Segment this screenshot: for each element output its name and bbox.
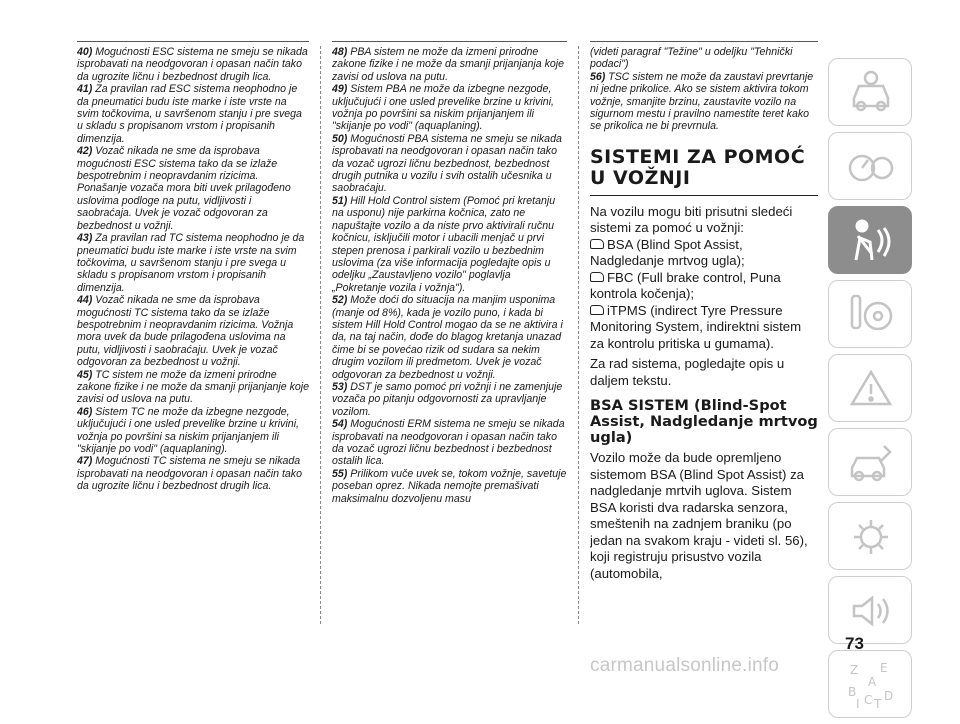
- note-56: [590, 71, 818, 133]
- bullet-text: iTPMS (indirect Tyre Pressure Monitoring System, indirektni sistem za kontrolu pritiska u gumama).: [590, 302, 802, 351]
- left-column: [77, 46, 309, 493]
- note-text: Sistem PBA ne može da izbegne nezgode, uključujući i one usled prevelike brzine u krivini, vožnja po površini sa niskim prijanjanjem ili "skijanje po vodi" (aquaplaning).: [332, 83, 554, 133]
- section-title: SISTEMI ZA POMOĆ U VOŽNJI: [590, 147, 818, 196]
- car-bullet-icon: [590, 305, 604, 315]
- paragraph: Vozilo može da bude opremljeno sistemom BSA (Blind Spot Assist) za nadgledanje mrtvih uglova. Sistem BSA koristi dva radarska senzora, smeštenih na zadnjem braniku (po jedan na svakom kraju - videti sl. 56), koji registruju prisustvo vozila (automobila,: [590, 450, 808, 581]
- note-text: Vozač nikada ne sme da isprobava mogućnosti TC sistema tako da se izlaže bespotrebnim i neopravdanim rizicima. Vožnja mora uvek da bude prilagođena uslovima na putu, vidljivosti i saobraćaju. Uvek je vozač odgovoran za bezbednost u vožnji.: [77, 294, 294, 369]
- note-text: Sistem TC ne može da izbegne nezgode, uključujući i one usled prevelike brzine u krivini, vožnja po površini sa niskim prijanjanjem ili "skijanje po vodi" (aquaplaning).: [77, 405, 299, 455]
- note-text: DST je samo pomoć pri vožnji i ne zamenjuje vozača po pitanju odgovornosti za upravljanje vozilom.: [332, 380, 563, 418]
- safety-note: [332, 294, 567, 381]
- bullet-item: [590, 237, 818, 270]
- note-number: 40): [77, 46, 93, 58]
- index-letter: C: [864, 693, 873, 707]
- tab-car-info[interactable]: [828, 58, 912, 126]
- tab-dashboard[interactable]: [828, 132, 912, 200]
- middle-column: [332, 46, 567, 505]
- bullet-text: BSA (Blind Spot Assist, Nadgledanje mrtvog ugla);: [590, 236, 745, 269]
- note-text: Mogućnosti TC sistema ne smeju se nikada isprobavati na neodgovoran i opasan način tako da ugrozite ličnu i bezbednost drugih lica.: [77, 455, 302, 493]
- safety-note: [77, 145, 309, 232]
- note-text: Za pravilan rad ESC sistema neophodno je da pneumatici budu iste marke i iste vrste na svim točkovima, u savršenom stanju i pre svega u skladu s propisanom vrstom i propisanih dimenzija.: [77, 83, 302, 145]
- index-letter: D: [884, 689, 894, 703]
- tab-maintenance[interactable]: [828, 502, 912, 570]
- chapter-tabs: [828, 58, 912, 724]
- safety-note: [77, 46, 309, 83]
- paragraph: Za rad sistema, pogledajte opis u daljem tekstu.: [590, 356, 785, 388]
- note-number: 44): [77, 294, 93, 307]
- tab-warning-lights[interactable]: [828, 354, 912, 422]
- technical-data-icon: [846, 512, 896, 562]
- alphabet-index-icon: [846, 660, 896, 710]
- note-number: 43): [77, 232, 93, 245]
- index-letter: Z: [850, 663, 859, 677]
- note-number: 50): [332, 132, 348, 145]
- dashboard-gauge-icon: [846, 142, 896, 192]
- maintenance-car-icon: [846, 438, 896, 488]
- safety-note: [77, 294, 309, 368]
- page-number: 73: [845, 634, 864, 653]
- column-divider: [578, 46, 579, 624]
- index-letter: E: [880, 661, 888, 675]
- note-number: 48): [332, 46, 348, 58]
- note-number: 52): [332, 294, 348, 307]
- note-number: 41): [77, 83, 93, 96]
- car-info-icon: [846, 68, 896, 118]
- safety-note: [77, 369, 309, 406]
- note-text: TC sistem ne može da izmeni prirodne zakone fizike i ne može da smanji prijanjanje koje zavisi od uslova na putu.: [77, 368, 309, 406]
- safety-note: [77, 232, 309, 294]
- index-letter: I: [856, 697, 860, 710]
- note-number: 53): [332, 380, 348, 393]
- tab-starting-driving[interactable]: [828, 280, 912, 348]
- bullet-item: [590, 270, 818, 303]
- tab-alphabetical-index[interactable]: [828, 650, 912, 718]
- right-column: [590, 46, 818, 582]
- index-letter: B: [848, 685, 857, 699]
- note-continuation: (videti paragraf "Težine" u odeljku "Tehnički podaci"): [590, 46, 793, 71]
- index-letter: T: [874, 697, 882, 710]
- car-bullet-icon: [590, 239, 604, 249]
- safety-note: [332, 83, 567, 133]
- note-text: Hill Hold Control sistem (Pomoć pri kretanju na usponu) nije parkirna kočnica, zato ne napuštajte vozilo a da niste prvo aktivirali ručnu kočnicu, isključili motor i ubacili menjač u prvi stepen prenosa i parkirali vozilo u bezbednim uslovima (za više informacija pogledajte opis u odeljku „Zaustavljeno vozilo" poglavlja „Pokretanje vozila i vožnja").: [332, 194, 556, 294]
- tab-emergency[interactable]: [828, 428, 912, 496]
- note-text: Prilikom vuče uvek se, tokom vožnje, savetuje poseban oprez. Nikada nemojte premašivati maksimalnu dozvoljenu masu: [332, 467, 567, 505]
- note-number: 46): [77, 405, 93, 418]
- subsection-title: BSA SISTEM (Blind-Spot Assist, Nadgledanje mrtvog ugla): [590, 397, 818, 447]
- car-bullet-icon: [590, 272, 604, 282]
- safety-note: [77, 455, 309, 492]
- note-number: 47): [77, 455, 93, 468]
- note-text: TSC sistem ne može da zaustavi prevrtanje ni jedne prikolice. Ako se sistem aktivira tokom vožnje, smanjite brzinu, zaustavite vozilo na sigurnom mestu i pravilno namestite teret kako se prikolica ne bi prevrnula.: [590, 70, 814, 133]
- tab-multimedia[interactable]: [828, 576, 912, 644]
- index-letter: A: [868, 675, 877, 689]
- note-text: Za pravilan rad TC sistema neophodno je da pneumatici budu iste marke i iste vrste na svim točkovima, u savršenom stanju i pre svega u skladu s propisanom vrstom i propisanih dimenzija.: [77, 232, 305, 294]
- multimedia-icon: [846, 586, 896, 636]
- note-text: Mogućnosti ESC sistema ne smeju se nikada isprobavati na neodgovoran i opasan način tako da ugrozite ličnu i bezbednost drugih lica.: [77, 46, 308, 83]
- note-text: Mogućnosti ERM sistema ne smeju se nikada isprobavati na neodgovoran i opasan način tako da vozač ugrozi ličnu bezbednost i bezbednost ostalih lica.: [332, 418, 565, 468]
- key-steering-icon: [846, 290, 896, 340]
- warning-triangle-icon: [846, 364, 896, 414]
- note-number: 56): [590, 70, 606, 83]
- safety-note: [332, 381, 567, 418]
- note-text: PBA sistem ne može da izmeni prirodne zakone fizike i ne može da smanji prijanjanja koje zavisi od uslova na putu.: [332, 46, 565, 83]
- tab-safety[interactable]: [828, 206, 912, 274]
- note-number: 55): [332, 467, 348, 480]
- safety-note: [332, 418, 567, 468]
- safety-note: [332, 133, 567, 195]
- safety-note: [77, 83, 309, 145]
- note-text: Mogućnosti PBA sistema ne smeju se nikada isprobavati na neodgovoran i opasan način tako da vozač ugrozi ličnu bezbednost, bezbednost drugih putnika u vozilu i svih ostalih učesnika u saobraćaju.: [332, 132, 562, 195]
- bullet-text: FBC (Full brake control, Puna kontrola kočenja);: [590, 269, 781, 302]
- safety-note: [332, 195, 567, 294]
- note-number: 49): [332, 83, 348, 96]
- note-number: 42): [77, 145, 93, 158]
- watermark: carmanualsonline.info: [590, 655, 780, 676]
- note-number: 45): [77, 368, 93, 381]
- column-divider: [320, 46, 321, 624]
- safety-note: [77, 406, 309, 456]
- airbag-seatbelt-icon: [846, 216, 896, 266]
- bullet-item: [590, 303, 818, 353]
- note-number: 51): [332, 194, 348, 207]
- intro-paragraph: Na vozilu mogu biti prisutni sledeći sistemi za pomoć u vožnji:: [590, 203, 793, 236]
- note-text: Može doći do situacija na manjim usponima (manje od 8%), kada je vozilo puno, i kada bi sistem Hill Hold Control mogao da se ne aktivira i da, na taj način, dođe do blagog kretanja unazad čime bi se povećao rizik od sudara sa nekim drugim vozilom ili predmetom. Uvek je vozač odgovoran za bezbednost u vožnji.: [332, 294, 563, 381]
- note-text: Vozač nikada ne sme da isprobava mogućnosti ESC sistema tako da se izlaže bespotrebnim i neopravdanim rizicima. Ponašanje vozača mora biti uvek prilagođeno uslovima podloge na putu, vidljivosti i saobraćaja. Uvek je vozač odgovoran za bezbednost u vožnji.: [77, 145, 291, 232]
- safety-note: [332, 46, 567, 83]
- safety-note: [332, 468, 567, 505]
- note-number: 54): [332, 418, 348, 431]
